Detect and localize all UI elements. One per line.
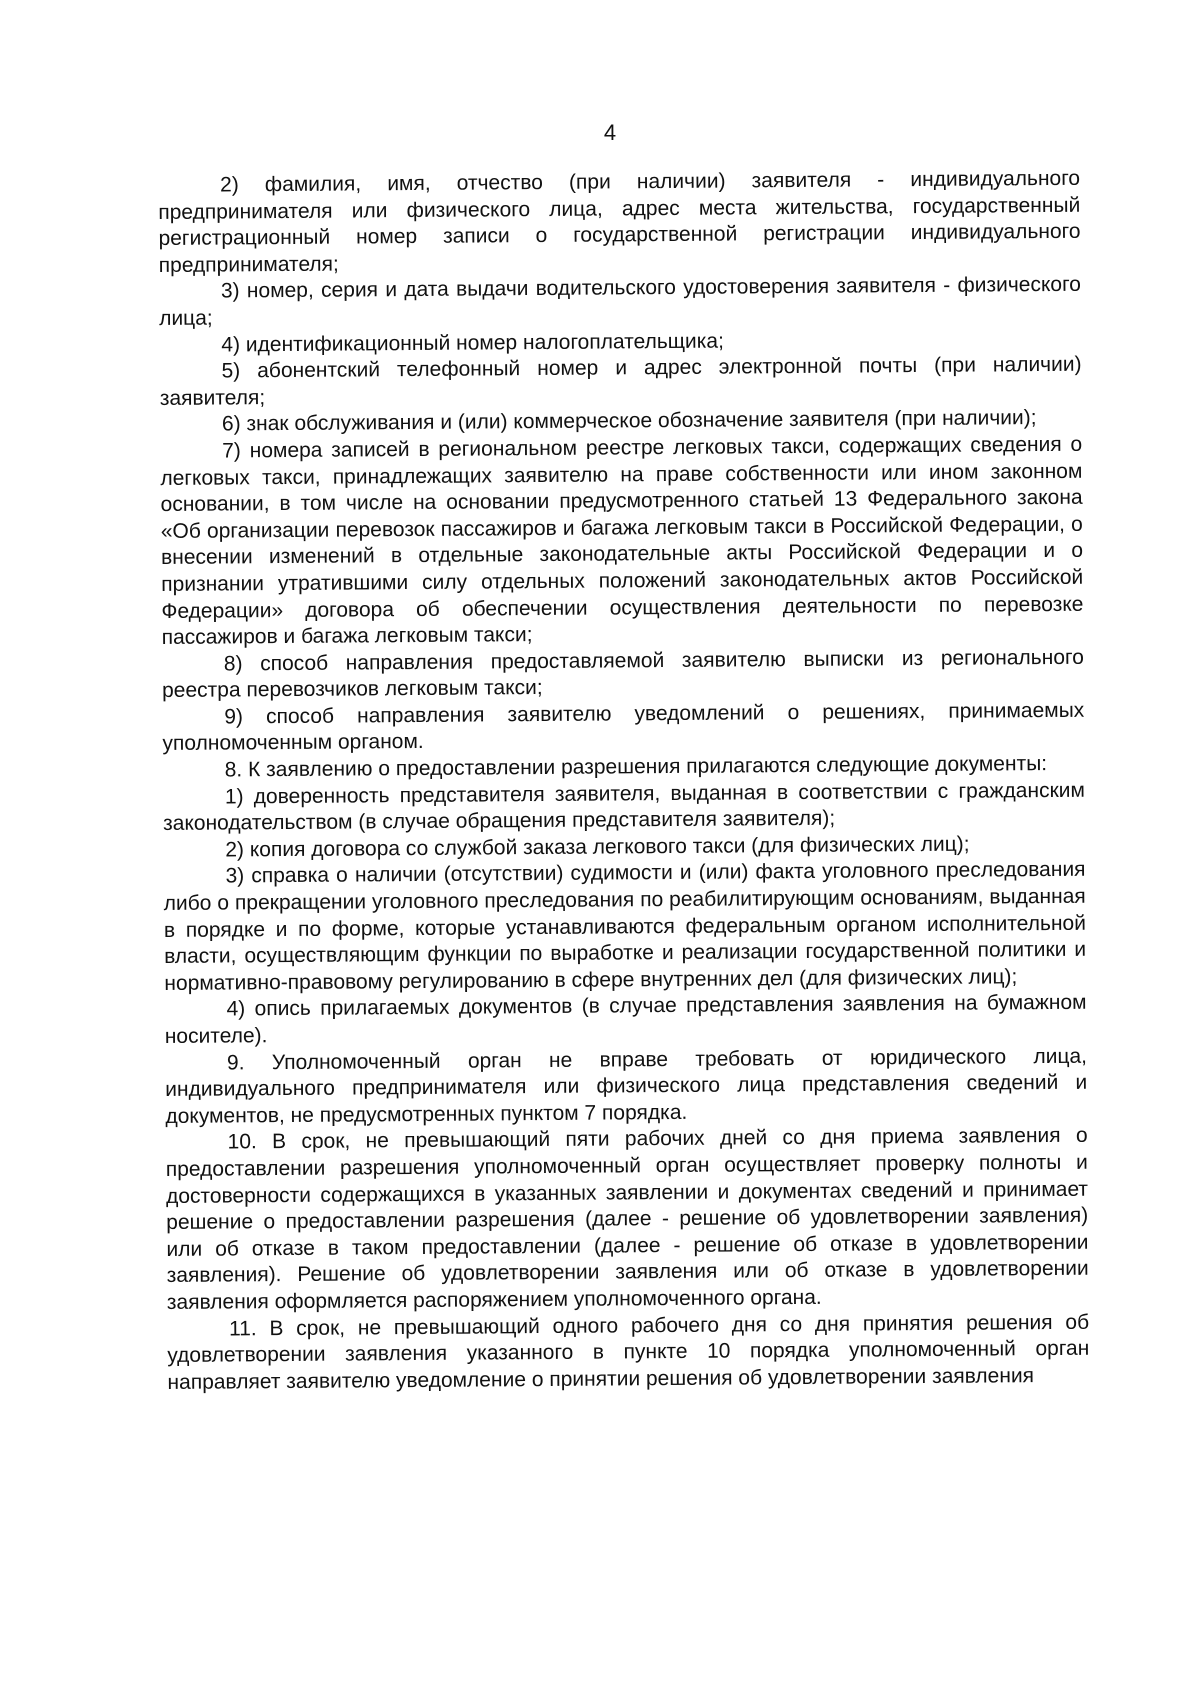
paragraph-item-8-extract-delivery: 8) способ направления предоставляемой заявителю выписки из регионального реестра перевозчиков легковым такси; <box>161 645 1084 703</box>
paragraph-item-3-driver-license: 3) номер, серия и дата выдачи водительского удостоверения заявителя - физического лица; <box>159 273 1081 330</box>
paragraph-item-9-notification-method: 9) способ направления заявителю уведомлений о решениях, принимаемых уполномоченным органом. <box>162 698 1085 756</box>
paragraph-item-4-tax-id: 4) идентификационный номер налогоплательщика; <box>221 329 724 357</box>
paragraph-item-7-registry-records: 7) номера записей в региональном реестре легковых такси, содержащих сведения о легковых такси, принадлежащих заявителю на праве собственности или ином законном основании, в том числе на основании предусмотренного статьей 13 Федерального закона «Об организации перевозок пассажиров и багажа легковым такси в Российской Федерации, о внесении изменений в отдельные законодательные акты Российской Федерации и о признании утратившими силу отдельных положений законодательных актов Российской Федерации» договора об обеспечении осуществления деятельности по перевозке пассажиров и багажа легковым такси; <box>160 432 1084 650</box>
paragraph-clause-11-notification: 11. В срок, не превышающий одного рабочего дня со дня принятия решения об удовлетворении заявления указанного в пункте 10 порядка уполномоченный орган направляет заявителю уведомление о принятии решения об удовлетворении заявления <box>167 1310 1090 1394</box>
paragraph-attachment-3-criminal-record: 3) справка о наличии (отсутствии) судимости и (или) факта уголовного преследования либо о прекращении уголовного преследования по реабилитирующим основаниям, выданная в порядке и по форме, которые устанавливаются федеральным органом исполнительной власти, осуществляющим функции по выработке и реализации государственной политики и нормативно-правовому регулированию в сфере внутренних дел (для физических лиц); <box>163 858 1087 995</box>
paragraph-attachment-1-power-of-attorney: 1) доверенность представителя заявителя, выданная в соответствии с гражданским законодательством (в случае обращения представителя заявителя); <box>163 778 1085 836</box>
paragraph-item-2-applicant-name: 2) фамилия, имя, отчество (при наличии) заявителя - индивидуального предпринимателя или физического лица, адрес места жительства, государственный регистрационный номер записи о государственной регистрации индивидуального предпринимателя; <box>158 166 1081 277</box>
paragraph-clause-10-review-period: 10. В срок, не превышающий пяти рабочих дней со дня приема заявления о предоставлении разрешения уполномоченный орган осуществляет проверку полноты и достоверности содержащихся в указанных заявлении и документах сведений и принимает решение о предоставлении разрешения (далее - решение об удовлетворении заявления) или об отказе в таком предоставлении (далее - решение об отказе в удовлетворении заявления). Решение об удовлетворении заявления или об отказе в удовлетворении заявления оформляется распоряжением уполномоченного органа. <box>165 1124 1089 1314</box>
paragraph-item-6-service-mark: 6) знак обслуживания и (или) коммерческое обозначение заявителя (при наличии); <box>221 406 1037 436</box>
page-number: 4 <box>603 120 617 145</box>
paragraph-attachment-4-inventory: 4) опись прилагаемых документов (в случае представления заявления на бумажном носителе). <box>164 991 1087 1048</box>
paragraph-clause-8-attachments: 8. К заявлению о предоставлении разрешения прилагаются следующие документы: <box>224 752 1048 782</box>
paragraph-attachment-2-contract-copy: 2) копия договора со службой заказа легкового такси (для физических лиц); <box>225 832 970 862</box>
paragraph-item-5-phone-email: 5) абонентский телефонный номер и адрес электронной почты (при наличии) заявителя; <box>159 352 1082 410</box>
document-body <box>158 166 1090 1397</box>
paragraph-clause-9-restrictions: 9. Уполномоченный орган не вправе требовать от юридического лица, индивидуального предпринимателя или физического лица представления сведений и документов, не предусмотренных пунктом 7 порядка. <box>165 1044 1088 1128</box>
